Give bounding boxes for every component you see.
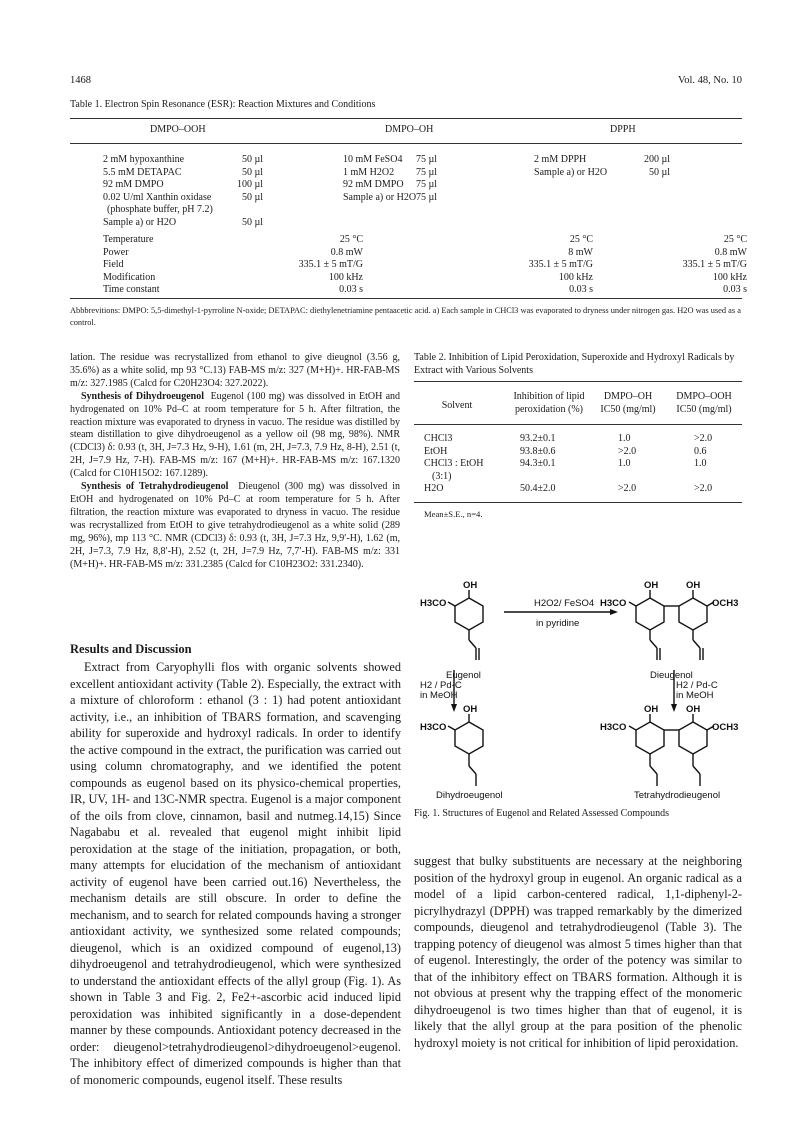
discussion-para: suggest that bulky substituents are necessary at the neighboring position of the hydroxyl group in eugenol. An organic radical as a model of a lipid carbon-centered radical, 1,1-diphenyl-2-picrylhydrazyl (DPPH) was trapped remarkably by the dimerized compounds, dieugenol and tetrahydrodieugenol (Table 3). The trapping potency of dieugenol was almost 5 times higher than that of eugenol. Interestingly, the order of the potency was similar to that of the inhibitory effect on TBARS formation. Although it is not obvious at present why the trapping effect of the monomeric dihydroeugenol is two times higher than that of eugenol, it is likely that the allyl group at the para position of the phenolic hydroxyl moiety is not critical for inhibition of lipid peroxidation. [414,854,742,1050]
table-row: (3:1) [432,470,452,482]
synthesis-para-1: lation. The residue was recrystallized from ethanol to give dieugnol (3.56 g, 35.6%) as a white solid, mp 93 °C.13) FAB-MS m/z: 327 (M+H)+. HR-FAB-MS m/z: 327.1985 (Calcd for C20H23O4: 327.2022). [70,352,400,389]
table1-col-dpph: DPPH [610,124,636,135]
table1-conditions [103,234,747,297]
synthesis-heading-tetrahydro: Synthesis of Tetrahydrodieugenol [81,481,229,493]
tetrahydrodieugenol-structure [629,714,714,786]
table1-caption: Table 1. Electron Spin Resonance (ESR): Reaction Mixtures and Conditions [70,99,376,110]
dieugenol-h3co: H3CO [600,598,627,609]
table1-row: 5.5 mM DETAPAC 50 µl 1 mM H2O2 75 µl Sample a) or H2O 50 µl [103,166,671,178]
table2-h-ooh: DMPO–OOH IC50 (mg/ml) [676,391,732,415]
dieugenol-structure [629,590,714,660]
tetra-och3: OCH3 [712,722,739,733]
synthesis-para-2: Eugenol (100 mg) was dissolved in EtOH and hydrogenated on 10% Pd–C at room temperature for 5 h. After filtration, the reaction mixture was evaporated to dryness in vacuo. The residue was distilled by steam distillation to give dihydroeugenol as a yellow oil (98 mg, 98%). NMR (CDCl3) δ: 0.93 (t, 3H, J=7.3 Hz, 9-H), 1.61 (m, 2H, J=7.3, 7.9 Hz, 8-H), 2.51 (t, 2H, J=7.9 Hz, 7-H). FAB-MS m/z: 167 (M+H)+. HR-FAB-MS m/z: 167.1320 (Calcd for C10H15O2: 167.1289). [70,390,401,480]
synthesis-para-3: Dieugenol (300 mg) was dissolved in EtOH and hydrogenated on 10% Pd–C at room temperature for 5 h. After filtration, the reaction mixture was evaporated to dryness in vacuo. The residue was recrystallized from EtOH to give tetrahydrodieugenol as a white solid (289 mg, 96%), mp 113 °C. NMR (CDCl3) δ: 0.93 (t, 3H, J=7.3 Hz, 9,9′-H), 1.62 (m, 2H, J=7.3, 7.9 Hz, 8,8′-H), 2.52 (t, 2H, J=7.9 Hz, 7,7′-H). FAB-MS m/z: 331 (M+H)+. HR-FAB-MS m/z: 331.2385 (Calcd for C10H23O2: 331.2340). [70,481,401,570]
table-row: H2O 50.4±2.0 >2.0 >2.0 [424,483,713,494]
results-para-1: Extract from Caryophylli flos with organic solvents showed excellent antioxidant activity (Table 2). Especially, the extract with a mixture of chloroform : ethanol (3 : 1) had potent antioxidant activity, i.e., an inhibition of TBARS formation, and scavenging ability for superoxide and hydroxyl radicals. In order to identify the active compound in the extract, the purification was carried out using column chromatography, and we identified the potent compounds as eugenol based on its physico-chemical properties, IR, UV, 1H- and 13C-NMR spectra. Eugenol is a major component of the oils from clove, cinnamon, basil and nutmeg.14,15) Since Nagababu et al. revealed that eugenol might inhibit lipid peroxidation at the stage of the initiation, propagation, or both, many attempts for elucidation of the mechanism of antioxidant activity of eugenol have been carried out.16) Nevertheless, the mechanism details are still obscure. In order to define the mechanism, and to search for related compounds having a stronger antioxidant activity, we synthesized some related compounds; dieugenol, which is an oxidized compound of eugenol,13) dihydroeugenol and tetrahydrodieugenol, which were synthesized to understand the antioxidant effects of the allyl group (Fig. 1). As shown in Table 3 and Fig. 2, Fe2+-ascorbic acid induced lipid peroxidation was inhibited significantly in a dose-dependent manner by these compounds. Antioxidant potency decreased in the order: dieugenol>tetrahydrodieugenol>dihydroeugenol>eugenol. The inhibitory effect of dimerized compounds is higher than that of monomeric compounds, eugenol itself. These results [70,660,401,1087]
page-number: 1468 [70,75,91,86]
table-row: CHCl3 : EtOH 94.3±0.1 1.0 1.0 [424,458,707,469]
table2-rule-bottom [414,502,742,503]
dieugenol-oh-1: OH [644,580,659,591]
table2 [424,433,754,496]
tetra-oh-2: OH [686,704,701,715]
dieugenol-och3: OCH3 [712,598,739,609]
table2-h-oh: DMPO–OH IC50 (mg/ml) [600,391,656,415]
table1-row: 2 mM hypoxanthine 50 µl 10 mM FeSO4 75 µl 2 mM DPPH 200 µl [103,154,671,165]
table1-row: Power 0.8 mW 8 mW 0.8 mW [103,246,747,258]
table2-h-inhib: Inhibition of lipid peroxidation (%) [513,391,585,415]
discussion-continued [414,853,742,1051]
label-tetrahydrodieugenol: Tetrahydrodieugenol [634,790,721,800]
table1-row: 92 mM DMPO 100 µl 92 mM DMPO 75 µl [103,179,438,191]
table1-col-ooh: DMPO–OOH [150,124,206,135]
eugenol-h3co: H3CO [420,598,447,609]
table1-row: 0.02 U/ml Xanthin oxidase 50 µl Sample a) or H2O 75 µl [103,191,438,203]
eugenol-oh: OH [463,580,478,591]
dieugenol-oh-2: OH [686,580,701,591]
table1-footnote: Abbbrevitions: DMPO: 5,5-dimethyl-1-pyrroline N-oxide; DETAPAC: diethylenetriamine pentaacetic acid. a) Each sample in CHCl3 was evaporated to dryness under nitrogen gas. H2O was used as a control. [70,306,741,327]
dihydro-h3co: H3CO [420,722,447,733]
table1-row: Field 335.1 ± 5 mT/G 335.1 ± 5 mT/G 335.1 ± 5 mT/G [103,259,747,271]
label-dieugenol: Dieugenol [650,670,693,681]
table1-rule-top [70,118,742,119]
tetra-oh-1: OH [644,704,659,715]
results-body [70,659,401,1088]
table1-row: Sample a) or H2O 50 µl [103,216,263,228]
label-eugenol: Eugenol [446,670,481,681]
table2-rule-top [414,381,742,382]
volume-label: Vol. 48, No. 10 [678,75,742,86]
reagent-meoh-left: in MeOH [420,690,458,701]
figure1-caption: Fig. 1. Structures of Eugenol and Related Assessed Compounds [414,808,669,819]
table1-row: Modification 100 kHz 100 kHz 100 kHz [103,271,747,283]
table2-footnote: Mean±S.E., n=4. [424,509,483,519]
reagent-h2-right: H2 / Pd-C [676,680,718,691]
table1 [103,154,670,230]
table2-h-solvent: Solvent [441,400,473,411]
figure1 [414,560,744,800]
table2-caption: Table 2. Inhibition of Lipid Peroxidation, Superoxide and Hydroxyl Radicals by Extract with Various Solvents [414,352,735,376]
table-row: CHCl3 93.2±0.1 1.0 >2.0 [424,433,713,444]
section-heading-results: Results and Discussion [70,642,192,656]
table1-col-oh: DMPO–OH [385,124,434,135]
reagent-h2o2: H2O2/ FeSO4 [534,598,595,609]
synthesis-heading-dihydro: Synthesis of Dihydroeugenol [81,390,205,402]
table2-rule-mid [414,424,742,425]
table1-rule-bottom [70,298,742,299]
reagent-pyridine: in pyridine [536,618,580,629]
synthesis-section [70,352,400,571]
label-dihydroeugenol: Dihydroeugenol [436,790,503,800]
dihydro-oh: OH [463,704,478,715]
reagent-h2-left: H2 / Pd-C [420,680,462,691]
table-row: EtOH 93.8±0.6 >2.0 0.6 [424,445,707,457]
reagent-meoh-right: in MeOH [676,690,714,701]
table1-rule-mid [70,143,742,144]
dihydroeugenol-structure [448,714,483,786]
tetra-h3co: H3CO [600,722,627,733]
table1-row: Time constant 0.03 s 0.03 s 0.03 s [103,284,747,296]
table1-row: Temperature 25 °C 25 °C 25 °C [103,234,747,245]
table1-row: (phosphate buffer, pH 7.2) [107,204,213,216]
eugenol-structure [448,590,483,660]
